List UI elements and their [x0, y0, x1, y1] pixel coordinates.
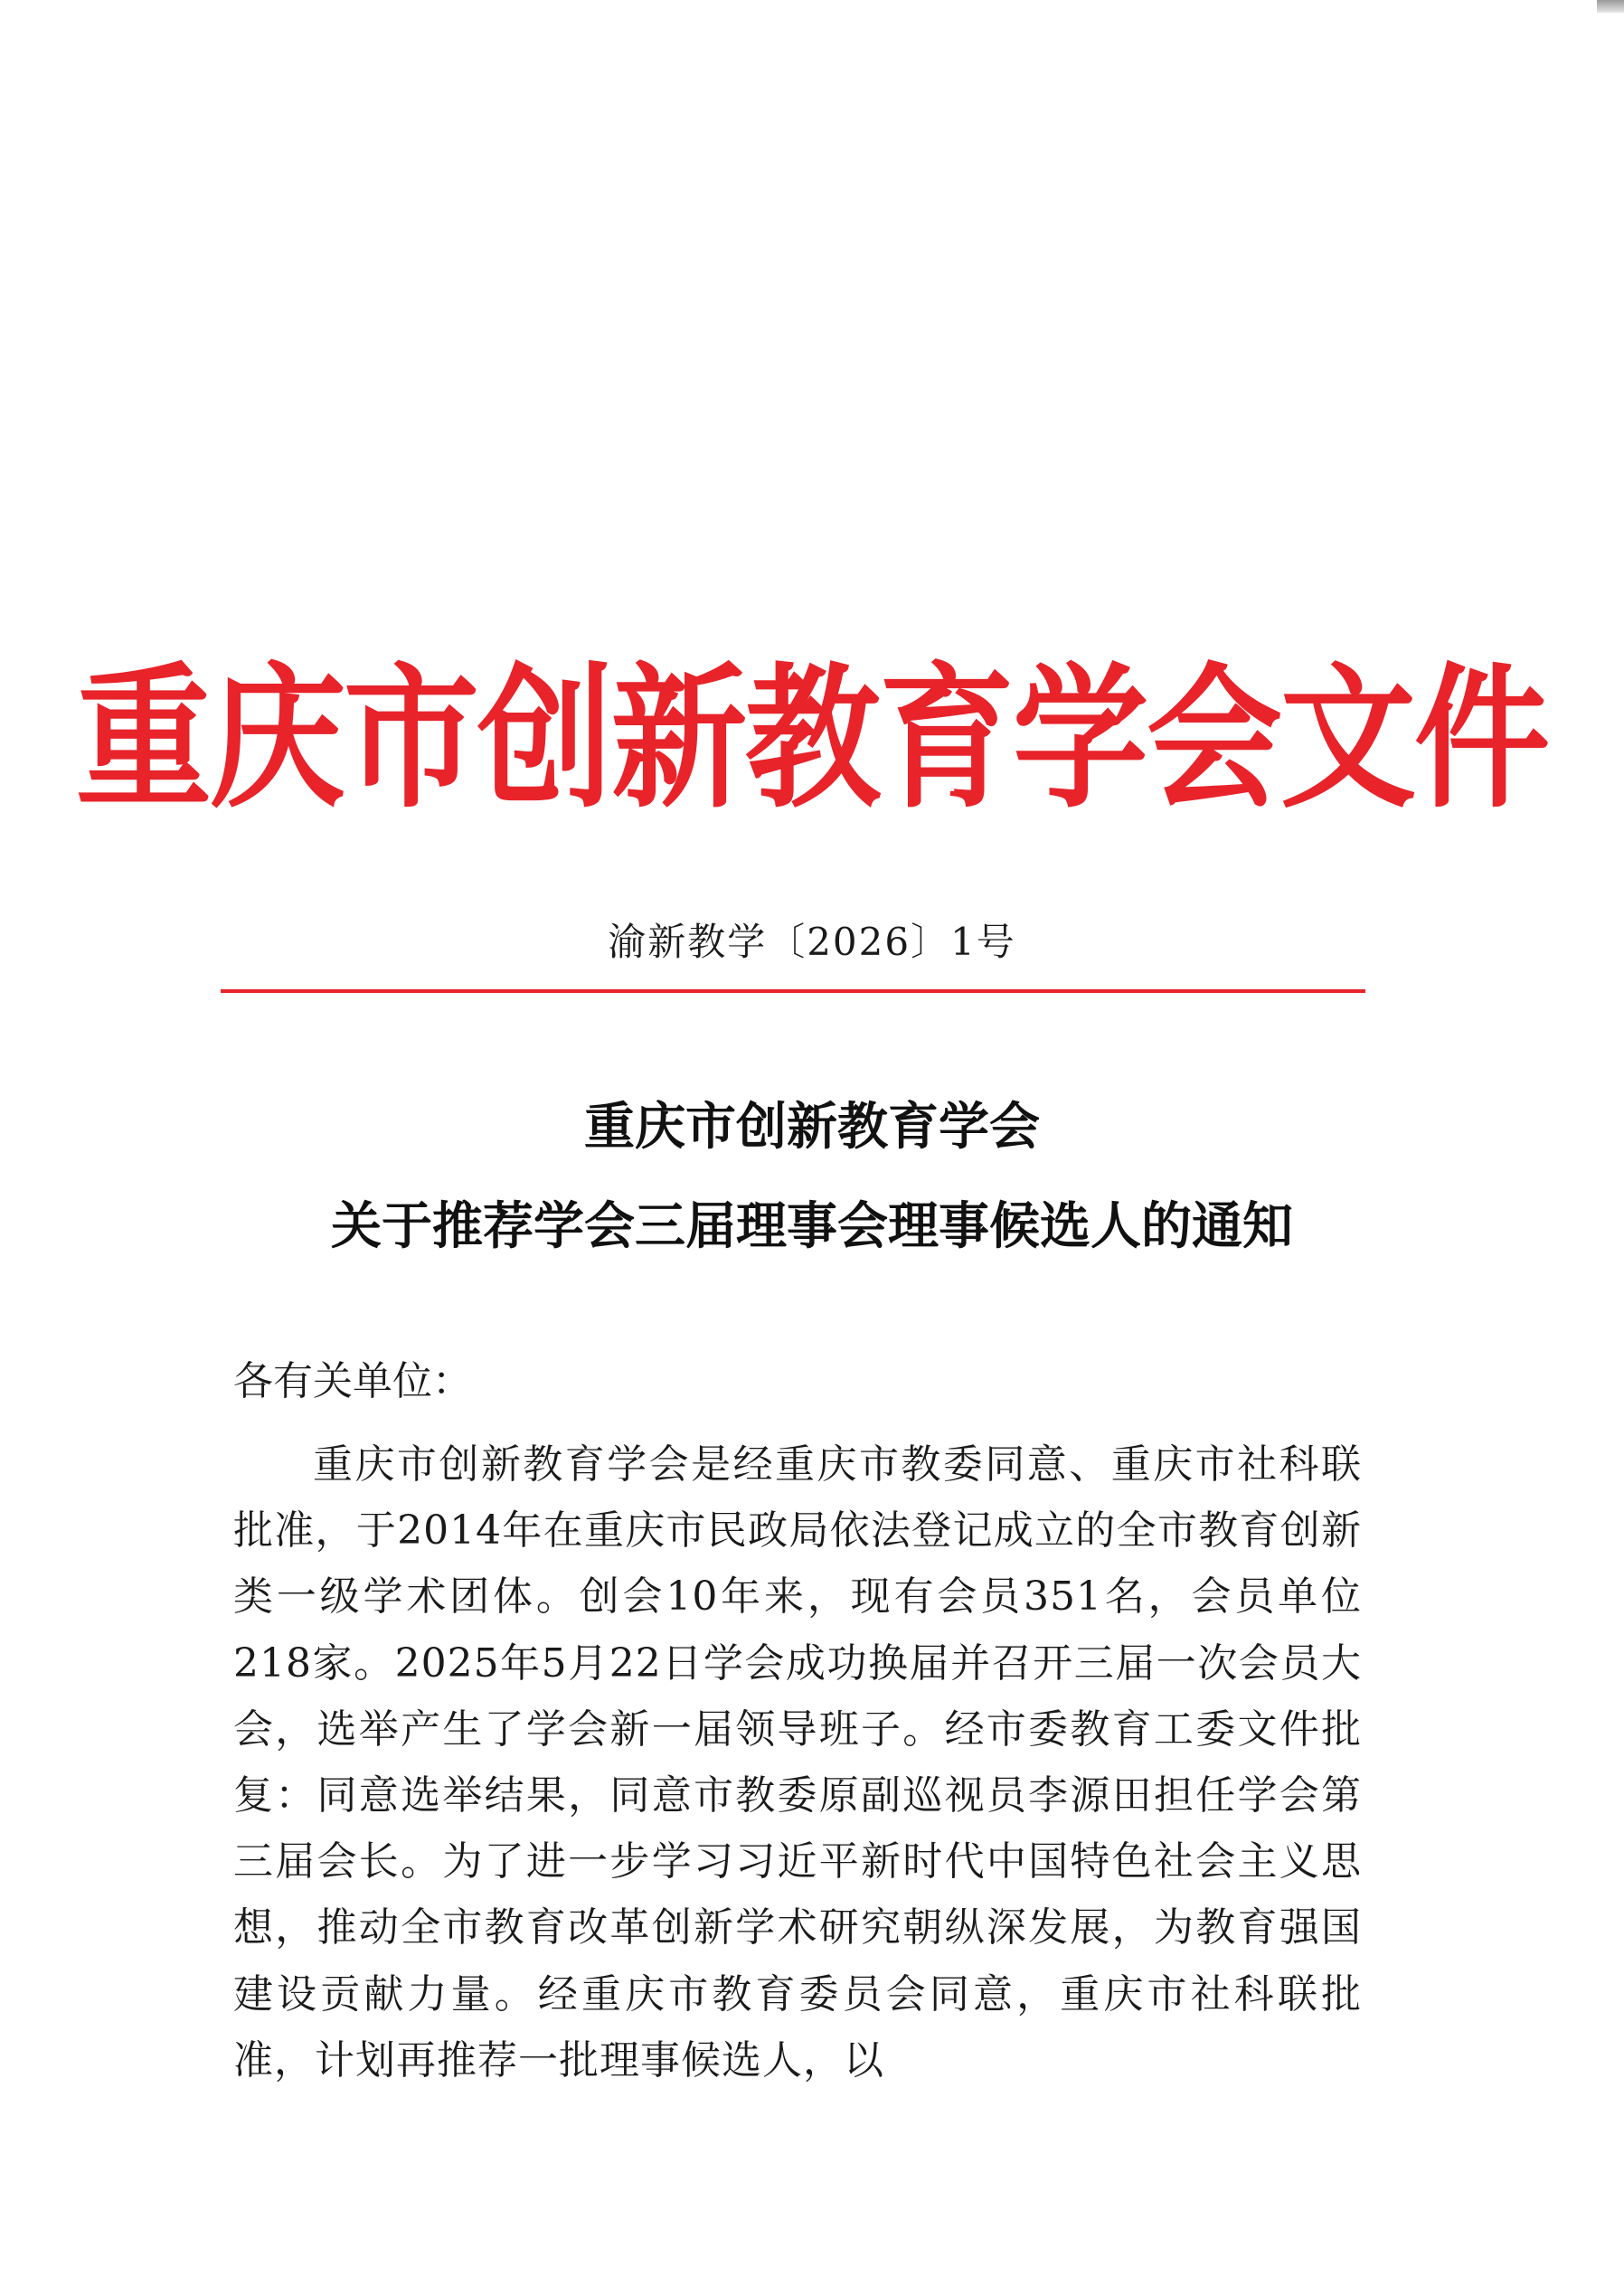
body-paragraph: 重庆市创新教育学会是经重庆市教委同意、重庆市社科联批准，于2014年在重庆市民政局依法登记成立的全市教育创新类一级学术团体。创会10年来，现有会员351名，会员单位218家。2025年5月22日学会成功换届并召开三届一次会员大会，选举产生了学会新一届领导班子。经市委教育工委文件批复：同意选举结果，同意市教委原副巡视员李源田担任学会第三届会长。为了进一步学习习近平新时代中国特色社会主义思想，推动全市教育改革创新学术研究朝纵深发展，为教育强国建设贡献力量。经重庆市教育委员会同意，重庆市社科联批准，计划再推荐一批理事候选人，以	[233, 1441, 1362, 2083]
document-number: 渝新教学〔2026〕1号	[608, 920, 1016, 964]
notice-title-line-2: 关于推荐学会三届理事会理事候选人的通知	[331, 1196, 1293, 1256]
document-masthead: 重庆市创新教育学会文件	[75, 649, 1548, 830]
scan-edge-shadow	[1597, 0, 1624, 13]
notice-title-line-1: 重庆市创新教育学会	[584, 1097, 1040, 1157]
salutation: 各有关单位：	[233, 1358, 472, 1404]
red-divider-line	[221, 989, 1365, 993]
